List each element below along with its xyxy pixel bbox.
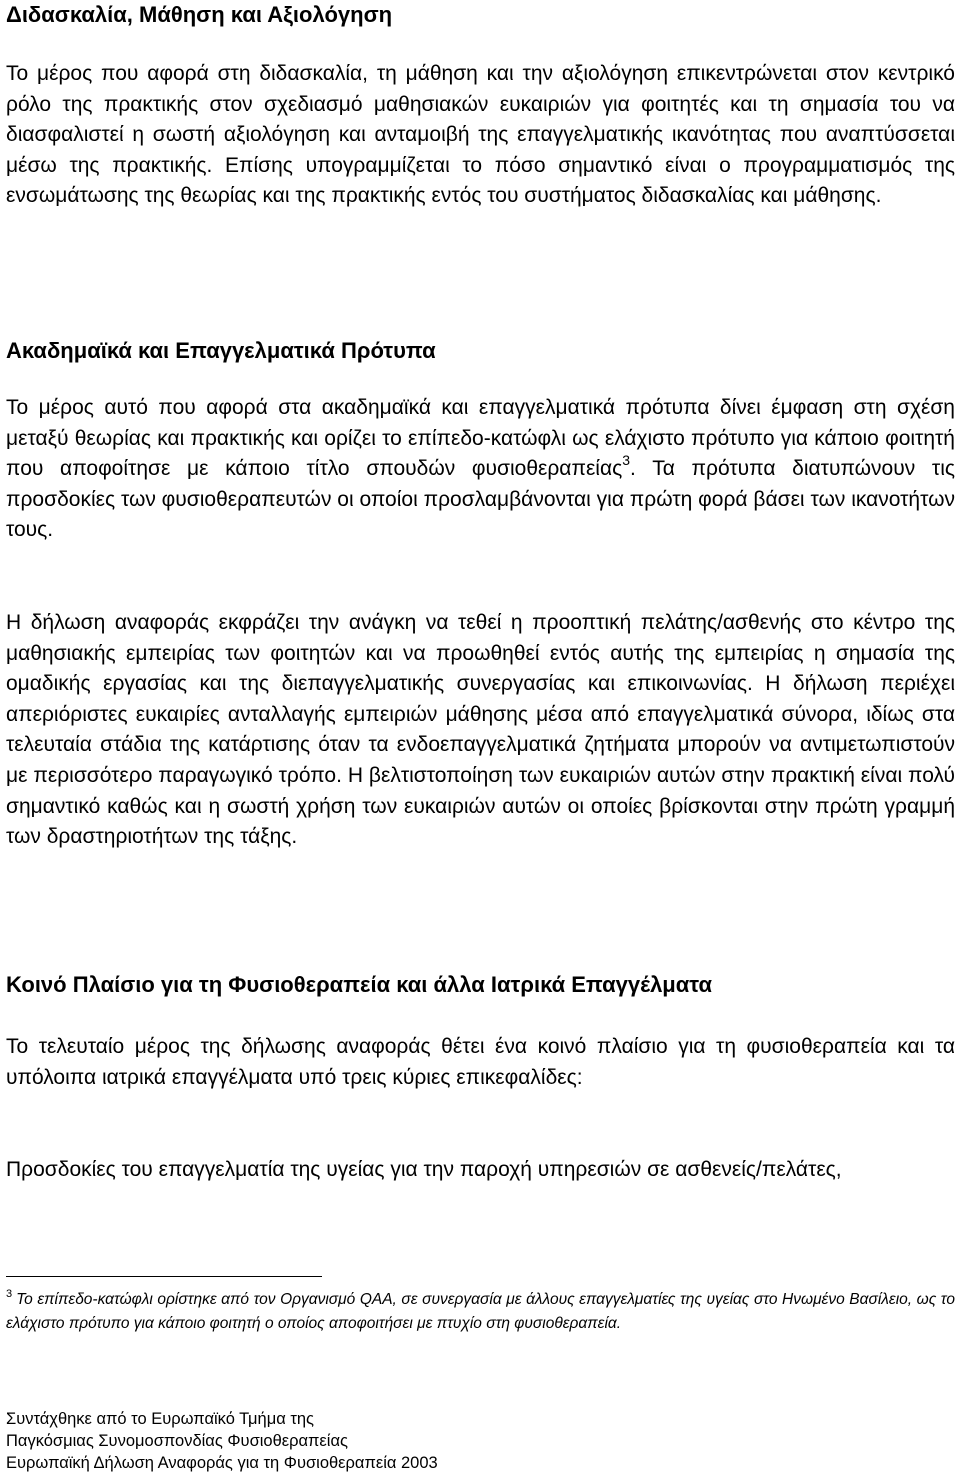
footer-line: Παγκόσμιας Συνομοσπονδίας Φυσιοθεραπείας — [6, 1432, 348, 1450]
footnote-body: Το επίπεδο-κατώφλι ορίστηκε από τον Οργανισμό QAA, σε συνεργασία με άλλους επαγγελματίες της υγείας στο Ηνωμένο Βασίλειο, ως το ελάχιστο πρότυπο για κάποιο φοιτητή ο οποίος αποφοιτήσει με πτυχίο στη φυσιοθεραπεία. — [6, 1291, 955, 1332]
footer-line: Ευρωπαϊκή Δήλωση Αναφοράς για τη Φυσιοθεραπεία 2003 — [6, 1454, 438, 1472]
section-academic-standards — [6, 336, 955, 366]
section-heading: Διδασκαλία, Μάθηση και Αξιολόγηση — [6, 2, 393, 27]
footnote-reference[interactable]: 3 — [622, 452, 631, 469]
paragraph: Το τελευταίο μέρος της δήλωσης αναφοράς θέτει ένα κοινό πλαίσιο για τη φυσιοθεραπεία και τα υπόλοιπα ιατρικά επαγγέλματα υπό τρεις κύριες επικεφαλίδες: — [6, 1035, 955, 1089]
paragraph-text: Το μέρος αυτό που αφορά στα ακαδημαϊκά και επαγγελματικά πρότυπα δίνει έμφαση στη σχέση μεταξύ θεωρίας και πρακτικής και ορίζει το επίπεδο-κατώφλι ως ελάχιστο πρότυπο για κάποιο φοιτητή που αποφοίτησε με κάποιο τίτλο σπουδών φυσιοθεραπείας — [6, 396, 955, 481]
section-academic-standards-body-2 — [6, 608, 955, 853]
paragraph: Προσδοκίες του επαγγελματία της υγείας για την παροχή υπηρεσιών σε ασθενείς/πελάτες, — [6, 1158, 842, 1181]
section-teaching-learning — [6, 0, 955, 30]
paragraph: Το μέρος που αφορά στη διδασκαλία, τη μάθηση και την αξιολόγηση επικεντρώνεται στον κεντρικό ρόλο της πρακτικής στον σχεδιασμό μαθησιακών ευκαιριών για φοιτητές και τη σημασία του να διασφαλιστεί η σωστή αξιολόγηση και ανταμοιβή της επαγγελματικής ικανότητας που αναπτύσσεται μέσω της πρακτικής. Επίσης υπογραμμίζεται το πόσο σημαντικό είναι ο προγραμματισμός της ενσωμάτωσης της θεωρίας και της πρακτικής εντός του συστήματος διδασκαλίας και μάθησης. — [6, 62, 955, 208]
section-common-framework — [6, 970, 955, 1000]
paragraph: Η δήλωση αναφοράς εκφράζει την ανάγκη να τεθεί η προοπτική πελάτης/ασθενής στο κέντρο της μαθησιακής εμπειρίας των φοιτητών και να προωθηθεί εντός αυτής της εμπειρίας η σημασία της ομαδικής εργασίας και της διεπαγγελματικής συνεργασίας και επικοινωνίας. Η δήλωση περιέχει απεριόριστες ευκαιρίες ανταλλαγής εμπειριών μάθησης μέσα από επαγγελματικά σύνορα, ιδίως στα τελευταία στάδια της κατάρτισης όταν τα ενδοεπαγγελματικά ζητήματα μπορούν να αντιμετωπιστούν με περισσότερο παραγωγικό τρόπο. Η βελτιστοποίηση των ευκαιριών αυτών στην πρακτική είναι πολύ σημαντικό καθώς και η σωστή χρήση των ευκαιριών αυτών οι οποίες βρίσκονται στην πρώτη γραμμή των δραστηριοτήτων της τάξης. — [6, 611, 955, 849]
footnote-separator — [6, 1276, 322, 1277]
section-heading: Κοινό Πλαίσιο για τη Φυσιοθεραπεία και άλλα Ιατρικά Επαγγέλματα — [6, 972, 713, 997]
footnote — [6, 1289, 955, 1335]
paragraph — [6, 393, 955, 546]
section-academic-standards-body — [6, 393, 955, 546]
footnote-text — [6, 1289, 955, 1335]
footnote-mark: 3 — [6, 1288, 13, 1300]
section-common-framework-body — [6, 1032, 955, 1093]
paragraph-text: . Τα πρότυπα διατυπώνουν τις προσδοκίες των φυσιοθεραπευτών οι οποίοι προσλαμβάνονται για πρώτη φορά βάσει των ικανοτήτων τους. — [6, 457, 955, 542]
page-footer — [6, 1408, 955, 1474]
section-teaching-learning-body — [6, 59, 955, 212]
section-common-framework-body-2 — [6, 1155, 955, 1186]
footer-line: Συντάχθηκε από το Ευρωπαϊκό Τμήμα της — [6, 1410, 314, 1428]
section-heading: Ακαδημαϊκά και Επαγγελματικά Πρότυπα — [6, 338, 436, 363]
